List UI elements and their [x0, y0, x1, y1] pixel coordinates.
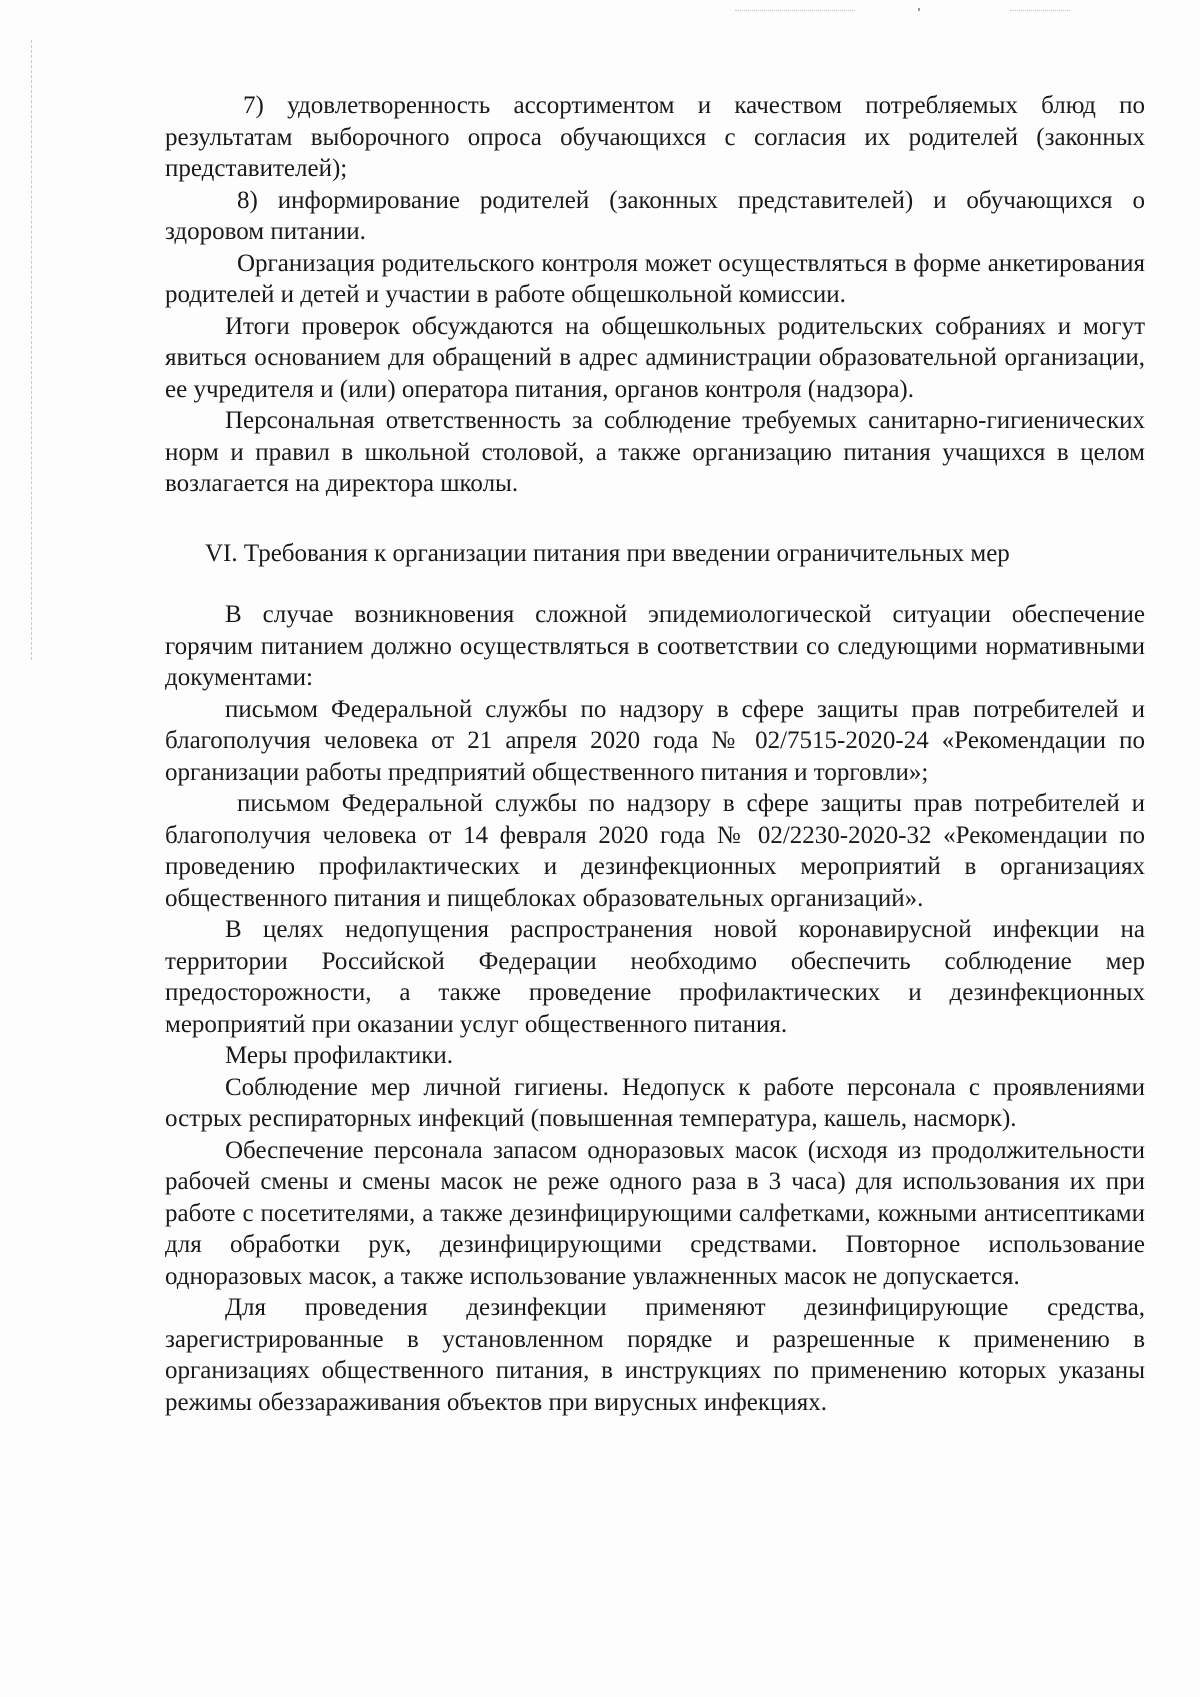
paragraph-epidemic-situation: В случае возникновения сложной эпидемиологической ситуации обеспечение горячим питанием должно осуществляться в соответствии со следующими нормативными документами:	[165, 601, 1145, 691]
paragraph-responsibility: Персональная ответственность за соблюдение требуемых санитарно-гигиенических норм и правил в школьной столовой, а также организацию питания учащихся в целом возлагается на директора школы.	[165, 407, 1145, 497]
paragraph-letter-april: письмом Федеральной службы по надзору в сфере защиты прав потребителей и благополучия человека от 21 апреля 2020 года № 02/7515-2020-24 «Рекомендации по организации работы предприятий общественного питания и торговли»;	[165, 695, 1145, 786]
document-body	[165, 90, 1145, 1418]
scan-margin-artifact	[31, 40, 32, 660]
paragraph-personal-hygiene: Соблюдение мер личной гигиены. Недопуск к работе персонала с проявлениями острых респираторных инфекций (повышенная температура, кашель, насморк).	[165, 1073, 1145, 1132]
paragraph-inspection-results: Итоги проверок обсуждаются на общешкольных родительских собраниях и могут явиться основанием для обращений в адрес администрации образовательной организации, ее учредителя и (или) оператора питания, органов контроля (надзора).	[165, 312, 1145, 403]
section-heading: VI. Требования к организации питания при введении ограничительных мер	[205, 539, 1010, 567]
paragraph-masks-supply: Обеспечение персонала запасом одноразовых масок (исходя из продолжительности рабочей смены и смены масок не реже одного раза в 3 часа) для использования их при работе с посетителями, а также дезинфицирующими салфетками, кожными антисептиками для обработки рук, дезинфицирующими средствами. Повторное использование одноразовых масок, а также использование увлажненных масок не допускается.	[165, 1136, 1145, 1290]
scan-top-artifact	[1010, 10, 1070, 11]
paragraph-item-8: 8) информирование родителей (законных представителей) и обучающихся о здоровом питании.	[165, 186, 1145, 245]
paragraph-letter-february: письмом Федеральной службы по надзору в сфере защиты прав потребителей и благополучия человека от 14 февраля 2020 года № 02/2230-2020-32 «Рекомендации по проведению профилактических и дезинфекционных мероприятий в организациях общественного питания и пищеблоках образовательных организаций».	[165, 790, 1145, 912]
paragraph-disinfection: Для проведения дезинфекции применяют дезинфицирующие средства, зарегистрированные в установленном порядке и разрешенные к применению в организациях общественного питания, в инструкциях по применению которых указаны режимы обеззараживания объектов при вирусных инфекциях.	[165, 1294, 1145, 1416]
scan-dot-artifact	[918, 8, 920, 11]
paragraph-prevention-measures: Меры профилактики.	[225, 1042, 453, 1069]
paragraph-item-7: 7) удовлетворенность ассортиментом и качеством потребляемых блюд по результатам выборочного опроса обучающихся с согласия их родителей (законных представителей);	[165, 92, 1145, 182]
scan-top-artifact	[735, 10, 855, 11]
paragraph-parent-control: Организация родительского контроля может осуществляться в форме анкетирования родителей и детей и участии в работе общешкольной комиссии.	[165, 249, 1145, 308]
paragraph-coronavirus-prevention: В целях недопущения распространения новой коронавирусной инфекции на территории Российской Федерации необходимо обеспечить соблюдение мер предосторожности, а также проведение профилактических и дезинфекционных мероприятий при оказании услуг общественного питания.	[165, 916, 1145, 1038]
